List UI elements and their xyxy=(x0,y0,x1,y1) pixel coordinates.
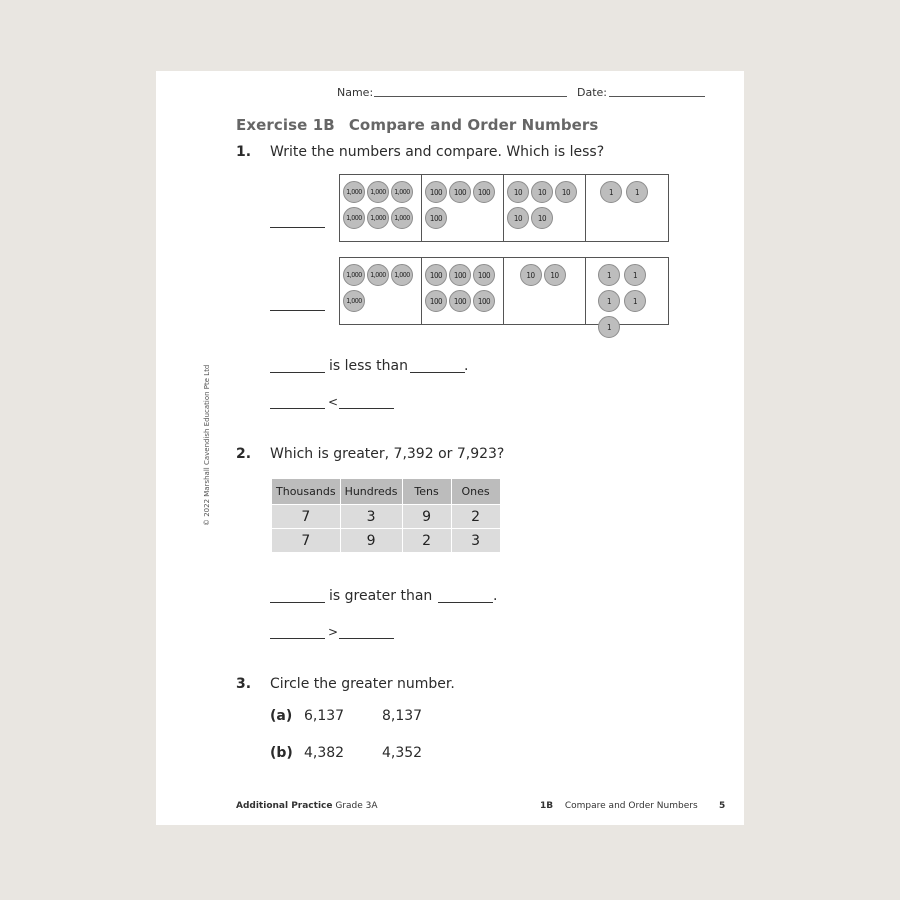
q1-sentence-blank-2[interactable] xyxy=(410,372,465,373)
ones-cell xyxy=(586,258,668,332)
greater-than-symbol: > xyxy=(328,625,339,639)
q2-sentence-period: . xyxy=(493,588,498,604)
footer-book xyxy=(236,801,378,811)
table-header: Ones xyxy=(452,479,500,504)
thousand-disc: 1,000 xyxy=(343,207,365,229)
q2-symbol-blank-2[interactable] xyxy=(339,638,394,639)
q2-number: 2. xyxy=(236,446,252,462)
table-cell: 3 xyxy=(341,505,402,528)
q3b-option-2[interactable]: 4,352 xyxy=(382,745,423,761)
hundred-disc: 100 xyxy=(473,181,495,203)
thousand-disc: 1,000 xyxy=(391,264,413,286)
hundreds-cell xyxy=(422,175,504,241)
footer-book-bold: Additional Practice xyxy=(236,801,333,811)
ten-disc: 10 xyxy=(544,264,566,286)
page-title xyxy=(236,116,598,134)
table-cell: 9 xyxy=(341,529,402,552)
q2-sentence-blank-1[interactable] xyxy=(270,602,325,603)
table-cell: 7 xyxy=(272,505,340,528)
hundreds-cell xyxy=(422,258,504,324)
q1-sentence-blank-1[interactable] xyxy=(270,372,325,373)
thousands-cell xyxy=(340,258,422,324)
ten-disc: 10 xyxy=(520,264,542,286)
thousands-cell xyxy=(340,175,422,241)
table-cell: 7 xyxy=(272,529,340,552)
q3b-option-1[interactable]: 4,382 xyxy=(304,745,345,761)
tens-cell xyxy=(504,175,586,241)
q2-sentence-blank-2[interactable] xyxy=(438,602,493,603)
ten-disc: 10 xyxy=(531,181,553,203)
hundred-disc: 100 xyxy=(449,290,471,312)
q2-text: Which is greater, 7,392 or 7,923? xyxy=(270,446,505,462)
footer-section xyxy=(540,801,698,811)
exercise-topic: Compare and Order Numbers xyxy=(348,116,599,134)
q1-sentence-text: is less than xyxy=(329,358,408,374)
thousand-disc: 1,000 xyxy=(391,207,413,229)
table-cell: 9 xyxy=(403,505,451,528)
one-disc: 1 xyxy=(626,181,648,203)
footer-section-number: 1B xyxy=(540,801,554,811)
thousand-disc: 1,000 xyxy=(391,181,413,203)
worksheet-page xyxy=(156,71,744,825)
ten-disc: 10 xyxy=(555,181,577,203)
q1-text: Write the numbers and compare. Which is less? xyxy=(270,144,605,160)
thousand-disc: 1,000 xyxy=(343,181,365,203)
q3-number: 3. xyxy=(236,676,252,692)
q1-symbol-blank-2[interactable] xyxy=(339,408,394,409)
hundred-disc: 100 xyxy=(449,181,471,203)
table-row xyxy=(272,529,500,552)
q3a-option-1[interactable]: 6,137 xyxy=(304,708,345,724)
ten-disc: 10 xyxy=(507,181,529,203)
q1-sentence-period: . xyxy=(464,358,469,374)
hundred-disc: 100 xyxy=(425,207,447,229)
q3-text: Circle the greater number. xyxy=(270,676,455,692)
hundred-disc: 100 xyxy=(449,264,471,286)
q3-item-label-a: (a) xyxy=(270,708,293,724)
name-field[interactable] xyxy=(374,96,567,97)
date-label: Date: xyxy=(577,86,607,99)
thousand-disc: 1,000 xyxy=(343,290,365,312)
one-disc: 1 xyxy=(600,181,622,203)
hundred-disc: 100 xyxy=(425,264,447,286)
table-row xyxy=(272,505,500,528)
thousand-disc: 1,000 xyxy=(367,264,389,286)
place-value-table xyxy=(271,478,501,553)
q2-symbol-blank-1[interactable] xyxy=(270,638,325,639)
hundred-disc: 100 xyxy=(473,264,495,286)
page-number: 5 xyxy=(719,801,726,811)
one-disc: 1 xyxy=(624,264,646,286)
table-cell: 3 xyxy=(452,529,500,552)
table-cell: 2 xyxy=(452,505,500,528)
one-disc: 1 xyxy=(624,290,646,312)
place-value-chart-a xyxy=(339,174,669,242)
name-label: Name: xyxy=(337,86,374,99)
thousand-disc: 1,000 xyxy=(367,207,389,229)
one-disc: 1 xyxy=(598,290,620,312)
ten-disc: 10 xyxy=(507,207,529,229)
place-value-chart-b xyxy=(339,257,669,332)
less-than-symbol: < xyxy=(328,395,339,409)
copyright-notice: © 2022 Marshall Cavendish Education Pte Ltd xyxy=(203,364,211,526)
hundred-disc: 100 xyxy=(425,181,447,203)
footer-book-grade: Grade 3A xyxy=(335,801,378,811)
exercise-label: Exercise 1B xyxy=(236,116,335,134)
ten-disc: 10 xyxy=(531,207,553,229)
q1-number: 1. xyxy=(236,144,252,160)
date-field[interactable] xyxy=(609,96,705,97)
q1-symbol-blank-1[interactable] xyxy=(270,408,325,409)
q1-answer-blank-b[interactable] xyxy=(270,310,325,311)
hundred-disc: 100 xyxy=(425,290,447,312)
table-header: Thousands xyxy=(272,479,340,504)
ones-cell xyxy=(586,175,668,241)
q1-answer-blank-a[interactable] xyxy=(270,227,325,228)
one-disc: 1 xyxy=(598,316,620,338)
q3-item-label-b: (b) xyxy=(270,745,293,761)
table-header: Tens xyxy=(403,479,451,504)
thousand-disc: 1,000 xyxy=(367,181,389,203)
table-header: Hundreds xyxy=(341,479,402,504)
thousand-disc: 1,000 xyxy=(343,264,365,286)
footer-section-title: Compare and Order Numbers xyxy=(564,801,698,811)
hundred-disc: 100 xyxy=(473,290,495,312)
one-disc: 1 xyxy=(598,264,620,286)
q3a-option-2[interactable]: 8,137 xyxy=(382,708,423,724)
q2-sentence-text: is greater than xyxy=(329,588,433,604)
table-cell: 2 xyxy=(403,529,451,552)
tens-cell xyxy=(504,258,586,324)
